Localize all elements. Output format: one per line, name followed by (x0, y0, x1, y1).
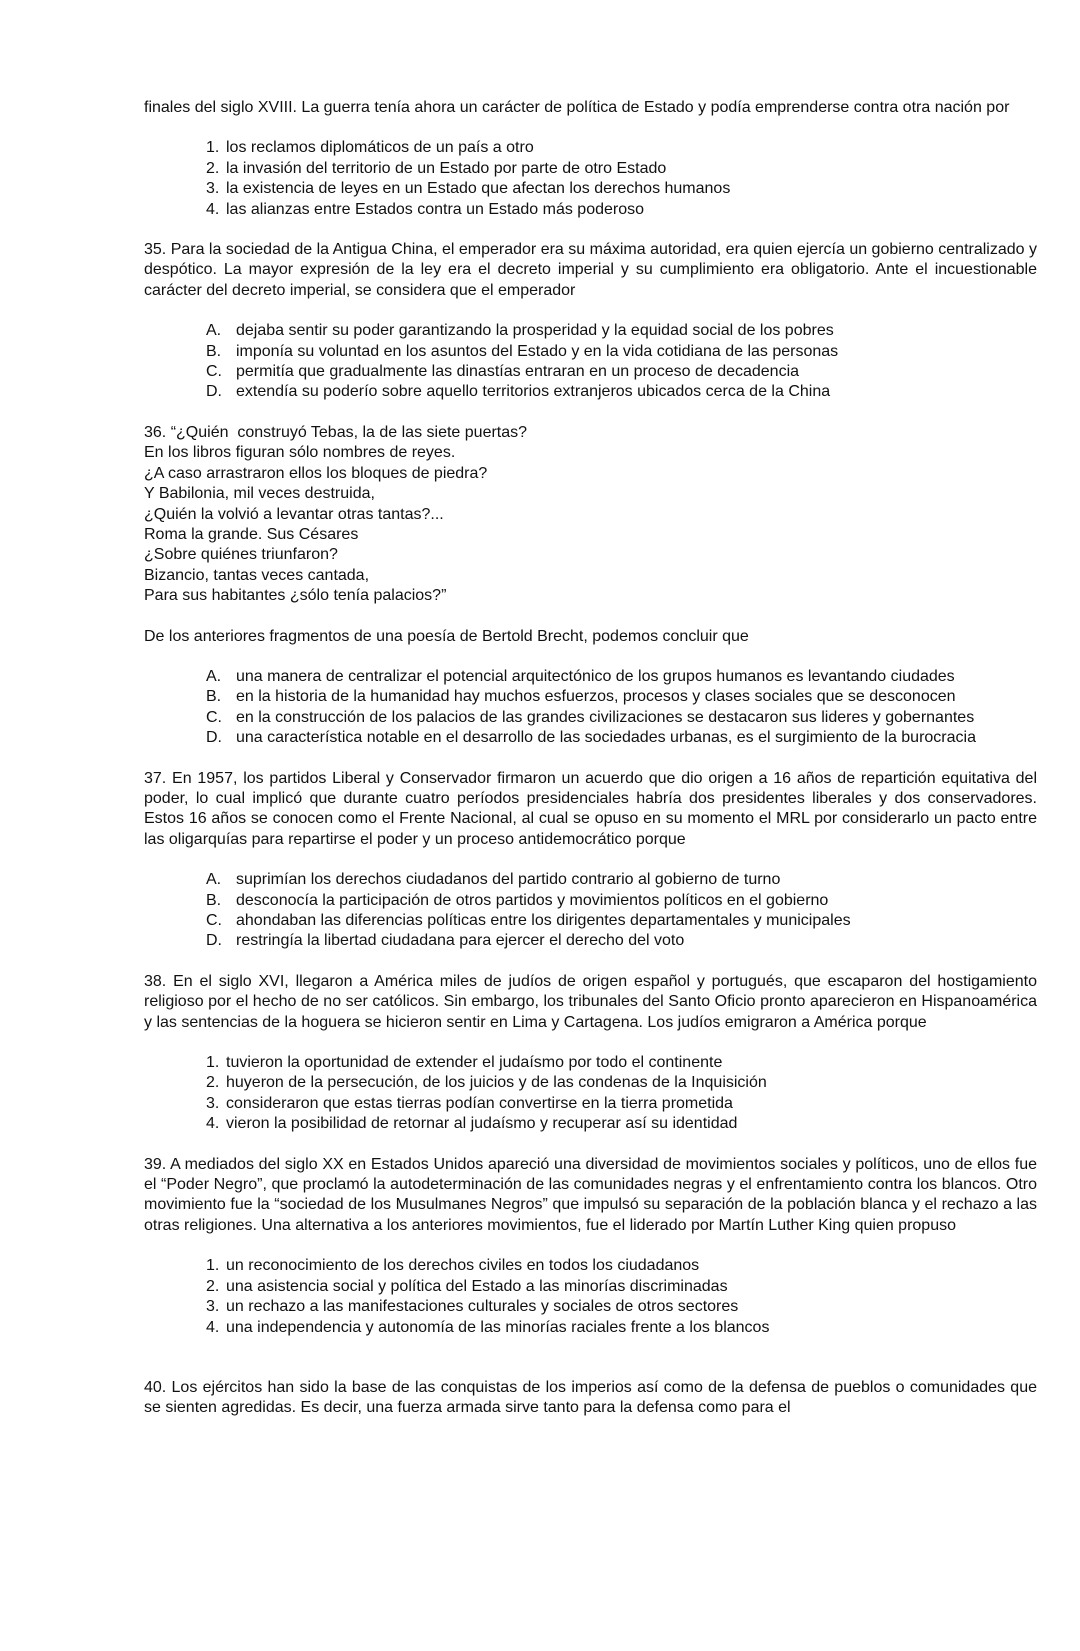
question-40-stem: 40. Los ejércitos han sido la base de las conquistas de los imperios así como de la defensa de pueblos o comunidades que se sienten agredidas. Es decir, una fuerza armada sirve tanto para la defensa como para el (144, 1378, 1037, 1417)
question-39-options (206, 1256, 1037, 1338)
option-item: 4. vieron la posibilidad de retornar al judaísmo y recuperar así su identidad (206, 1115, 738, 1133)
option-item: 3. la existencia de leyes en un Estado que afectan los derechos humanos (206, 180, 731, 198)
option-item: B. en la historia de la humanidad hay muchos esfuerzos, procesos y clases sociales que se desconocen (206, 688, 956, 706)
option-item: 1. los reclamos diplomáticos de un país a otro (206, 139, 534, 157)
option-item: 2. la invasión del territorio de un Estado por parte de otro Estado (206, 159, 667, 177)
question-39-stem: 39. A mediados del siglo XX en Estados Unidos apareció una diversidad de movimientos sociales y políticos, uno de ellos fue el “Poder Negro”, que proclamó la autodeterminación de las comunidades negras y el enfrentamiento contra los blancos. Otro movimiento fue la “sociedad de los Musulmanes Negros” que impulsó su separación de la población blanca y el rechazo a las otras religiones. Una alternativa a los anteriores movimientos, fue el liderado por Martín Luther King quien propuso (144, 1155, 1037, 1234)
option-item: 3. consideraron que estas tierras podían convertirse en la tierra prometida (206, 1094, 733, 1112)
option-item: D. extendía su poderío sobre aquello territorios extranjeros ubicados cerca de la China (206, 383, 831, 401)
poem-line: 36. “¿Quién construyó Tebas, la de las siete puertas? (144, 423, 528, 441)
option-item: A. dejaba sentir su poder garantizando la prosperidad y la equidad social de los pobres (206, 322, 834, 340)
question-35-options (206, 321, 1037, 403)
option-item: D. restringía la libertad ciudadana para ejercer el derecho del voto (206, 932, 685, 950)
question-37-stem: 37. En 1957, los partidos Liberal y Conservador firmaron un acuerdo que dio origen a 16 años de repartición equitativa del poder, lo cual implicó que durante cuatro períodos presidenciales habría dos presidentes liberales y dos conservadores. Estos 16 años se conocen como el Frente Nacional, al cual se opuso en su momento el MRL por considerarlo un pacto entre las oligarquías para repartirse el poder y un proceso antidemocrático porque (144, 769, 1037, 848)
option-item: 1. tuvieron la oportunidad de extender el judaísmo por todo el continente (206, 1054, 723, 1072)
poem-line: En los libros figuran sólo nombres de reyes. (144, 444, 456, 462)
poem-line: ¿A caso arrastraron ellos los bloques de piedra? (144, 464, 488, 482)
option-item: A. suprimían los derechos ciudadanos del partido contrario al gobierno de turno (206, 871, 781, 889)
option-item: 2. una asistencia social y política del Estado a las minorías discriminadas (206, 1277, 728, 1295)
question-36-poem (144, 423, 1037, 607)
option-item: B. desconocía la participación de otros partidos y movimientos políticos en el gobierno (206, 891, 829, 909)
option-item: 4. las alianzas entre Estados contra un Estado más poderoso (206, 200, 645, 218)
option-item: A. una manera de centralizar el potencial arquitectónico de los grupos humanos es levantando ciudades (206, 667, 955, 685)
document-page (144, 98, 1037, 1419)
option-item: C. en la construcción de los palacios de las grandes civilizaciones se destacaron sus lideres y gobernantes (206, 708, 975, 726)
question-38-stem: 38. En el siglo XVI, llegaron a América miles de judíos de origen español y portugués, que escaparon del hostigamiento religioso por el hecho de no ser católicos. Sin embargo, los tribunales del Santo Oficio pronto aparecieron en Hispanoamérica y las sentencias de la hoguera se hicieron sentir en Lima y Cartagena. Los judíos emigraron a América porque (144, 972, 1037, 1031)
poem-line: ¿Quién la volvió a levantar otras tantas?... (144, 505, 444, 523)
question-36-options (206, 667, 1037, 749)
option-item: D. una característica notable en el desarrollo de las sociedades urbanas, es el surgimiento de la burocracia (206, 729, 976, 747)
poem-line: ¿Sobre quiénes triunfaron? (144, 546, 338, 564)
intro-paragraph: finales del siglo XVIII. La guerra tenía ahora un carácter de política de Estado y podía emprenderse contra otra nación por (144, 99, 1010, 116)
option-item: C. ahondaban las diferencias políticas entre los dirigentes departamentales y municipales (206, 912, 851, 929)
question-36-stem: De los anteriores fragmentos de una poesía de Bertold Brecht, podemos concluir que (144, 627, 749, 645)
question-37-options (206, 870, 1037, 952)
question-35-stem: 35. Para la sociedad de la Antigua China, el emperador era su máxima autoridad, era quien ejercía un gobierno centralizado y despótico. La mayor expresión de la ley era el decreto imperial y su cumplimiento era obligatorio. Ante el incuestionable carácter del decreto imperial, se considera que el emperador (144, 241, 1037, 299)
intro-options (206, 138, 1037, 220)
poem-line: Bizancio, tantas veces cantada, (144, 566, 370, 584)
option-item: 2. huyeron de la persecución, de los juicios y de las condenas de la Inquisición (206, 1074, 767, 1092)
poem-line: Y Babilonia, mil veces destruida, (144, 485, 375, 503)
option-item: B. imponía su voluntad en los asuntos del Estado y en la vida cotidiana de las personas (206, 342, 839, 360)
option-item: C. permitía que gradualmente las dinastías entraran en un proceso de decadencia (206, 363, 800, 381)
question-38-options (206, 1053, 1037, 1135)
poem-line: Roma la grande. Sus Césares (144, 525, 359, 543)
poem-line: Para sus habitantes ¿sólo tenía palacios?” (144, 587, 447, 605)
option-item: 1. un reconocimiento de los derechos civiles en todos los ciudadanos (206, 1257, 700, 1275)
option-item: 4. una independencia y autonomía de las minorías raciales frente a los blancos (206, 1318, 770, 1336)
option-item: 3. un rechazo a las manifestaciones culturales y sociales de otros sectores (206, 1298, 739, 1316)
